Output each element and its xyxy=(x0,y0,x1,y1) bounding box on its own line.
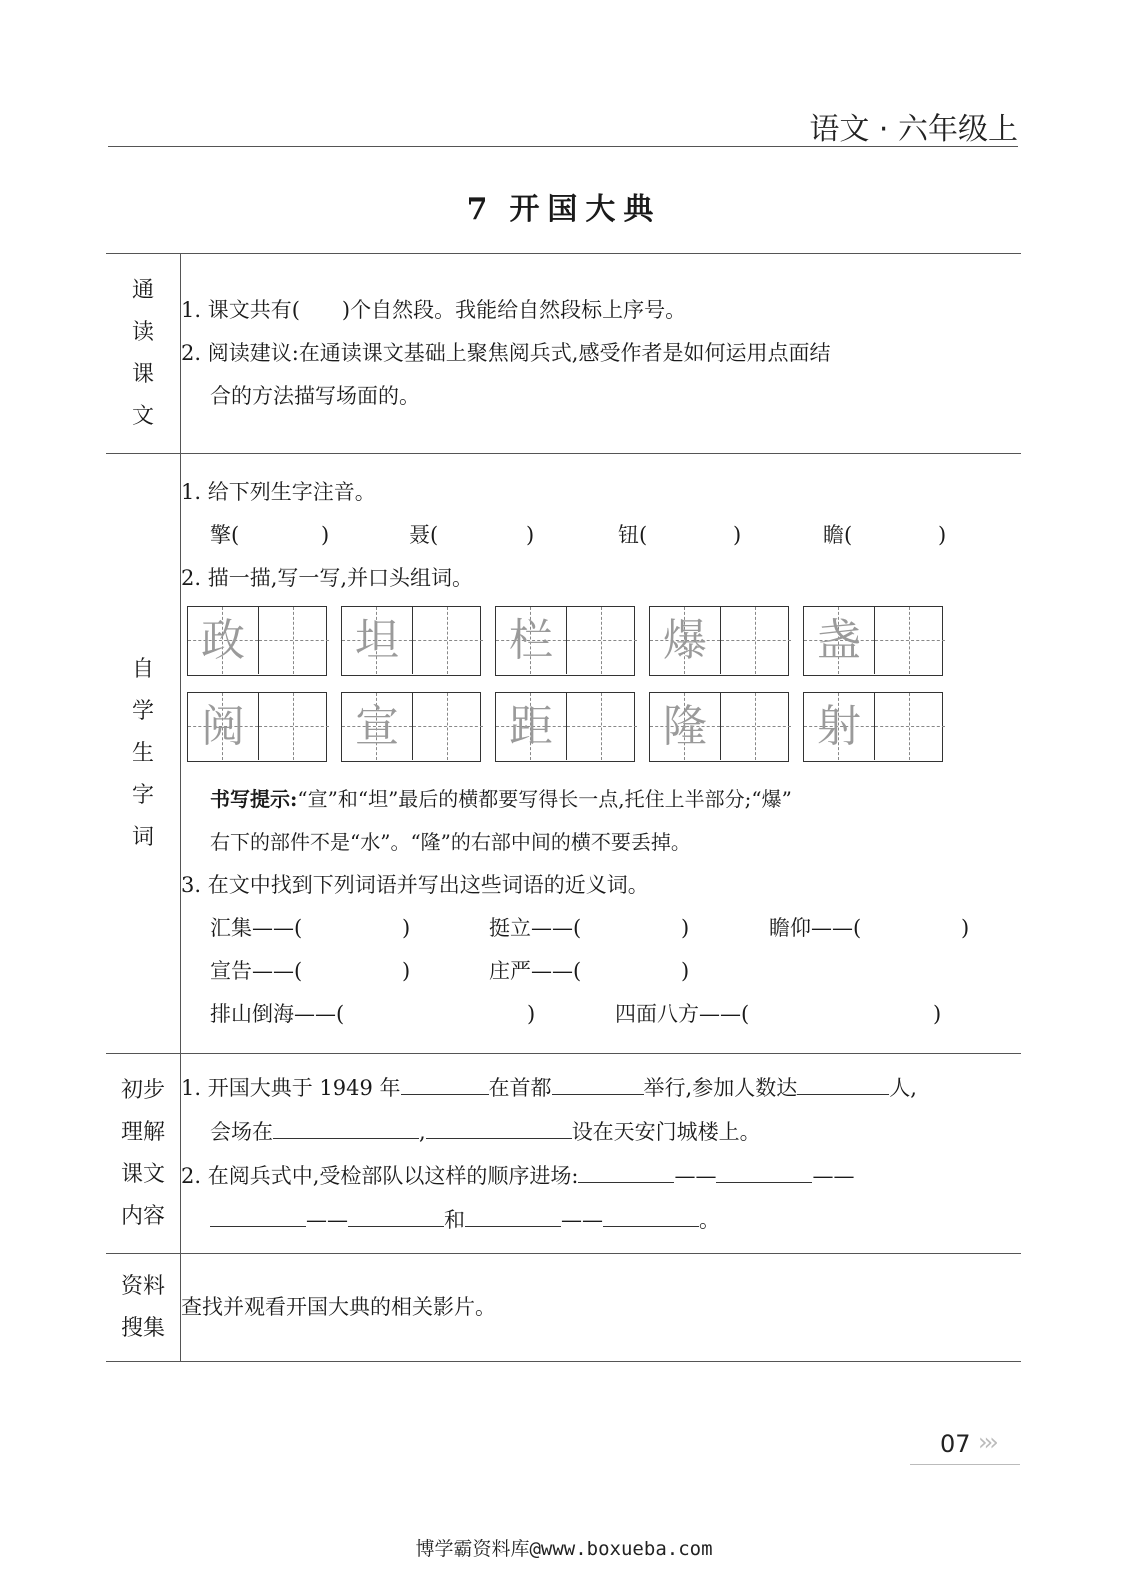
hint-text: “宣”和“坦”最后的横都要写得长一点,托住上半部分;“爆” xyxy=(297,787,792,811)
label-char: 字 xyxy=(131,782,154,808)
writing-cell[interactable] xyxy=(649,606,789,676)
synonym-close: ) xyxy=(933,1002,942,1026)
pinyin-item: 聂( xyxy=(409,523,439,547)
writing-hint-cont: 右下的部件不是“水”。“隆”的右部中间的横不要丢掉。 xyxy=(210,830,691,854)
synonym-close: ) xyxy=(402,959,411,983)
page-number-box xyxy=(910,1428,1020,1465)
label-char: 搜集 xyxy=(120,1315,165,1341)
answer-blank[interactable] xyxy=(603,1198,699,1227)
section-label-ziliao xyxy=(106,1254,181,1362)
text: 。 xyxy=(699,1207,720,1232)
writing-cell[interactable] xyxy=(341,606,481,676)
section-content-zixue xyxy=(181,454,1022,1054)
watermark: 博学霸资料库@www.boxueba.com xyxy=(415,1538,713,1560)
section-chubu xyxy=(106,1054,1021,1254)
synonym-item: 瞻仰——( xyxy=(769,916,862,940)
label-char: 自 xyxy=(131,656,154,682)
synonym-item: 汇集——( xyxy=(210,916,303,940)
fill-line-3 xyxy=(181,1154,1021,1198)
trace-char: 栏 xyxy=(509,615,553,666)
pinyin-row xyxy=(181,514,1021,557)
dash: —— xyxy=(812,1163,855,1188)
pinyin-close: ) xyxy=(321,523,330,547)
text: 会场在 xyxy=(210,1119,273,1144)
question-2: 2. 描一描,写一写,并口头组词。 xyxy=(181,566,474,590)
synonym-close: ) xyxy=(961,916,970,940)
synonym-row-3 xyxy=(181,993,1021,1036)
pinyin-item: 钮( xyxy=(618,523,648,547)
answer-blank[interactable] xyxy=(716,1154,812,1183)
question-3: 3. 在文中找到下列词语并写出这些词语的近义词。 xyxy=(181,873,649,897)
pinyin-item: 擎( xyxy=(210,523,240,547)
trace-char: 阅 xyxy=(201,701,245,752)
text: 设在天安门城楼上。 xyxy=(571,1119,761,1144)
section-label-tongdu xyxy=(106,254,181,454)
text: 人, xyxy=(889,1075,917,1100)
section-tongdu xyxy=(106,254,1021,454)
fill-line-1 xyxy=(181,1066,1021,1110)
writing-cell[interactable] xyxy=(649,692,789,762)
dash: —— xyxy=(306,1207,348,1232)
label-char: 初步 xyxy=(120,1077,165,1103)
writing-cell[interactable] xyxy=(495,606,635,676)
question-line: 2. 阅读建议:在通读课文基础上聚焦阅兵式,感受作者是如何运用点面结 xyxy=(181,341,831,365)
page-header xyxy=(108,100,1018,147)
writing-cell[interactable] xyxy=(187,606,327,676)
synonym-item: 挺立——( xyxy=(489,916,582,940)
answer-blank[interactable] xyxy=(273,1110,419,1139)
answer-blank[interactable] xyxy=(552,1066,644,1095)
writing-grid-row-1 xyxy=(187,606,1021,678)
text: 在首都 xyxy=(488,1075,552,1100)
label-char: 学 xyxy=(131,698,154,724)
hint-label: 书写提示: xyxy=(210,787,298,811)
label-char: 课 xyxy=(131,361,154,387)
section-zixue xyxy=(106,454,1021,1054)
synonym-item: 排山倒海——( xyxy=(210,1002,345,1026)
writing-grid-row-2 xyxy=(187,692,1021,764)
section-content-ziliao xyxy=(181,1254,1022,1362)
synonym-close: ) xyxy=(681,959,690,983)
answer-blank[interactable] xyxy=(210,1198,306,1227)
label-char: 词 xyxy=(131,824,154,850)
text: 举行,参加人数达 xyxy=(643,1075,798,1100)
answer-blank[interactable] xyxy=(426,1110,572,1139)
label-char: 生 xyxy=(131,740,154,766)
trace-char: 隆 xyxy=(663,701,707,752)
trace-char: 射 xyxy=(817,701,861,752)
section-ziliao xyxy=(106,1254,1021,1362)
answer-blank[interactable] xyxy=(797,1066,889,1095)
worksheet-table xyxy=(106,253,1021,1362)
label-char: 通 xyxy=(131,277,154,303)
label-char: 课文 xyxy=(120,1161,165,1187)
answer-blank[interactable] xyxy=(401,1066,489,1095)
pinyin-close: ) xyxy=(526,523,535,547)
pinyin-item: 瞻( xyxy=(823,523,853,547)
writing-cell[interactable] xyxy=(803,606,943,676)
chevron-right-icon: ››› xyxy=(978,1428,995,1456)
label-char: 文 xyxy=(131,403,154,429)
answer-blank[interactable] xyxy=(465,1198,561,1227)
text: 和 xyxy=(444,1207,465,1232)
label-char: 读 xyxy=(131,319,154,345)
dash: —— xyxy=(561,1207,603,1232)
fill-line-4 xyxy=(181,1198,1021,1242)
question-line: 合的方法描写场面的。 xyxy=(210,384,420,408)
writing-cell[interactable] xyxy=(803,692,943,762)
writing-cell[interactable] xyxy=(187,692,327,762)
trace-char: 坦 xyxy=(355,615,399,666)
text: 1. 开国大典于 1949 年 xyxy=(181,1075,401,1100)
synonym-row-2 xyxy=(181,950,1021,993)
trace-char: 距 xyxy=(509,701,553,752)
section-content-tongdu xyxy=(181,254,1022,454)
subject-label: 语文 · 六年级上 xyxy=(809,112,1018,147)
trace-char: 宣 xyxy=(355,701,399,752)
pinyin-close: ) xyxy=(733,523,742,547)
label-char: 资料 xyxy=(120,1273,165,1299)
dash: —— xyxy=(674,1163,717,1188)
label-char: 理解 xyxy=(120,1119,165,1145)
synonym-close: ) xyxy=(681,916,690,940)
text: , xyxy=(419,1119,426,1144)
trace-char: 政 xyxy=(201,615,245,666)
section-label-zixue xyxy=(106,454,181,1054)
lesson-name: 开国大典 xyxy=(509,192,662,227)
text: 2. 在阅兵式中,受检部队以这样的顺序进场: xyxy=(181,1163,579,1188)
lesson-number: 7 xyxy=(466,192,488,227)
synonym-item: 四面八方——( xyxy=(615,1002,750,1026)
page-number: 07 xyxy=(940,1430,971,1458)
synonym-close: ) xyxy=(527,1002,536,1026)
synonym-row-1 xyxy=(181,907,1021,950)
trace-char: 盏 xyxy=(817,615,861,666)
pinyin-close: ) xyxy=(938,523,947,547)
section-content-chubu xyxy=(181,1054,1022,1254)
question-1: 1. 给下列生字注音。 xyxy=(181,480,376,504)
section-label-chubu xyxy=(106,1054,181,1254)
synonym-item: 庄严——( xyxy=(489,959,582,983)
answer-blank[interactable] xyxy=(348,1198,444,1227)
label-char: 内容 xyxy=(120,1203,165,1229)
synonym-item: 宣告——( xyxy=(210,959,303,983)
writing-cell[interactable] xyxy=(341,692,481,762)
trace-char: 爆 xyxy=(663,615,707,666)
synonym-close: ) xyxy=(402,916,411,940)
question-line: 1. 课文共有( )个自然段。我能给自然段标上序号。 xyxy=(181,298,687,322)
writing-cell[interactable] xyxy=(495,692,635,762)
lesson-title xyxy=(0,184,1128,228)
task-text: 查找并观看开国大典的相关影片。 xyxy=(181,1295,496,1319)
fill-line-2 xyxy=(181,1110,1021,1154)
writing-hint xyxy=(181,778,1021,821)
answer-blank[interactable] xyxy=(578,1154,674,1183)
